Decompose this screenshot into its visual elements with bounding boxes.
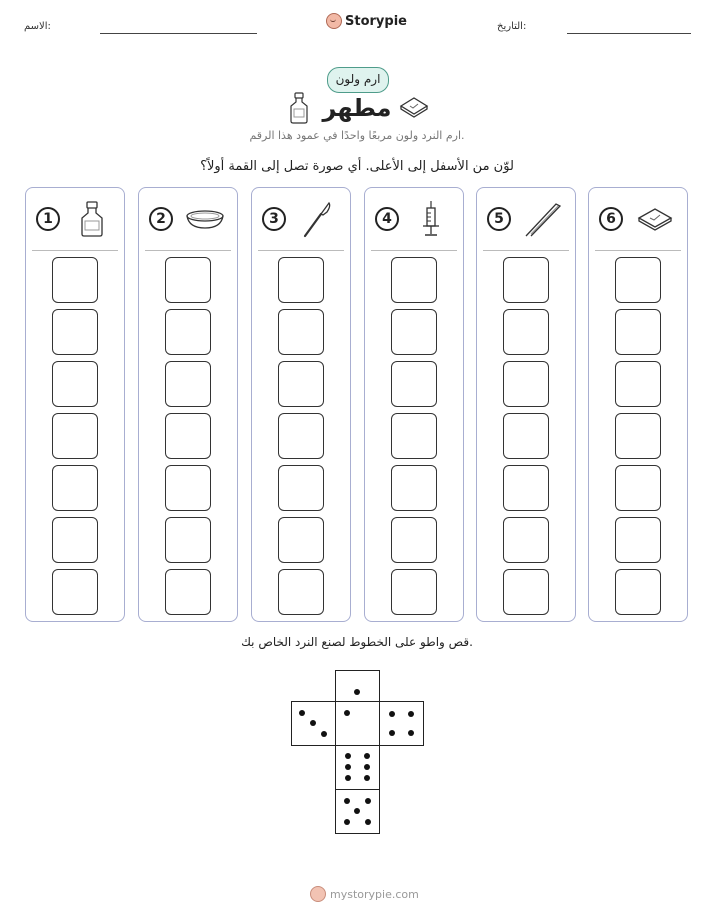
bowl-icon — [184, 200, 226, 238]
pip — [408, 711, 414, 717]
cut-instruction: قص واطو على الخطوط لصنع النرد الخاص بك. — [241, 635, 473, 649]
footer — [310, 886, 419, 902]
color-box[interactable] — [165, 569, 211, 615]
bottle-icon — [287, 92, 311, 124]
pip — [310, 720, 316, 726]
pip — [344, 798, 350, 804]
column-divider — [371, 250, 457, 251]
pip — [354, 689, 360, 695]
color-box[interactable] — [503, 257, 549, 303]
column-1 — [25, 187, 125, 622]
color-box[interactable] — [615, 361, 661, 407]
color-box[interactable] — [615, 569, 661, 615]
color-box[interactable] — [615, 517, 661, 563]
color-box[interactable] — [503, 465, 549, 511]
color-box[interactable] — [503, 517, 549, 563]
color-box[interactable] — [165, 361, 211, 407]
column-divider — [32, 250, 118, 251]
color-box[interactable] — [165, 413, 211, 459]
activity-badge: ارم ولون — [327, 67, 389, 93]
pip — [345, 764, 351, 770]
color-box[interactable] — [52, 257, 98, 303]
pip — [354, 808, 360, 814]
color-box[interactable] — [165, 309, 211, 355]
column-3 — [251, 187, 351, 622]
pip — [344, 710, 350, 716]
dice-face-1 — [335, 670, 380, 715]
column-divider — [483, 250, 569, 251]
color-box[interactable] — [503, 413, 549, 459]
pip — [408, 730, 414, 736]
scalpel-icon — [297, 200, 339, 238]
color-box[interactable] — [165, 465, 211, 511]
date-label: التاريخ: — [497, 21, 527, 32]
pip — [364, 775, 370, 781]
pip — [345, 775, 351, 781]
color-box[interactable] — [503, 361, 549, 407]
color-box[interactable] — [52, 413, 98, 459]
storypie-logo — [326, 13, 407, 29]
color-box[interactable] — [278, 569, 324, 615]
color-box[interactable] — [52, 309, 98, 355]
pip — [299, 710, 305, 716]
subtitle: ارم النرد ولون مربعًا واحدًا في عمود هذا الرقم. — [249, 129, 465, 142]
color-box[interactable] — [52, 569, 98, 615]
pip — [321, 731, 327, 737]
tweezers-icon — [522, 200, 564, 238]
color-box[interactable] — [391, 569, 437, 615]
color-box[interactable] — [52, 517, 98, 563]
color-box[interactable] — [503, 569, 549, 615]
footer-url[interactable]: mystorypie.com — [330, 887, 419, 901]
column-divider — [258, 250, 344, 251]
pip — [365, 798, 371, 804]
color-box[interactable] — [52, 361, 98, 407]
pip — [345, 753, 351, 759]
column-number: 6 — [599, 207, 623, 231]
color-box[interactable] — [165, 257, 211, 303]
color-box[interactable] — [278, 309, 324, 355]
dice-face-4 — [379, 701, 424, 746]
column-2 — [138, 187, 238, 622]
color-box[interactable] — [615, 465, 661, 511]
color-box[interactable] — [165, 517, 211, 563]
color-box[interactable] — [391, 309, 437, 355]
column-divider — [595, 250, 681, 251]
bottle-icon — [71, 200, 113, 238]
syringe-icon — [410, 200, 452, 238]
dice-face-5 — [335, 789, 380, 834]
gauze-pad-icon — [398, 94, 430, 120]
name-line[interactable] — [100, 33, 257, 34]
color-box[interactable] — [278, 465, 324, 511]
pip — [365, 819, 371, 825]
name-label: الاسم: — [24, 21, 51, 32]
column-6 — [588, 187, 688, 622]
color-box[interactable] — [503, 309, 549, 355]
pip — [344, 819, 350, 825]
color-box[interactable] — [615, 309, 661, 355]
logo-text: Storypie — [345, 13, 407, 29]
column-number: 1 — [36, 207, 60, 231]
storypie-footer-icon — [310, 886, 326, 902]
pip — [389, 711, 395, 717]
color-box[interactable] — [52, 465, 98, 511]
pip — [364, 764, 370, 770]
gauze-pad-icon — [634, 200, 676, 238]
instructions: لوّن من الأسفل إلى الأعلى. أي صورة تصل إلى القمة أولاً؟ — [200, 159, 514, 174]
color-box[interactable] — [391, 257, 437, 303]
dice-face-1-center — [335, 701, 380, 746]
color-box[interactable] — [278, 257, 324, 303]
column-number: 4 — [375, 207, 399, 231]
color-box[interactable] — [391, 413, 437, 459]
color-box[interactable] — [278, 413, 324, 459]
color-box[interactable] — [278, 361, 324, 407]
page-title: مطهر — [322, 94, 392, 122]
column-5 — [476, 187, 576, 622]
color-box[interactable] — [391, 465, 437, 511]
dice-face-3 — [291, 701, 336, 746]
color-box[interactable] — [391, 517, 437, 563]
storypie-logo-icon — [326, 13, 342, 29]
color-box[interactable] — [615, 413, 661, 459]
color-box[interactable] — [278, 517, 324, 563]
column-number: 3 — [262, 207, 286, 231]
column-number: 5 — [487, 207, 511, 231]
column-divider — [145, 250, 231, 251]
date-line[interactable] — [567, 33, 691, 34]
column-4 — [364, 187, 464, 622]
color-box[interactable] — [615, 257, 661, 303]
column-number: 2 — [149, 207, 173, 231]
dice-face-6 — [335, 745, 380, 790]
pip — [364, 753, 370, 759]
pip — [389, 730, 395, 736]
color-box[interactable] — [391, 361, 437, 407]
